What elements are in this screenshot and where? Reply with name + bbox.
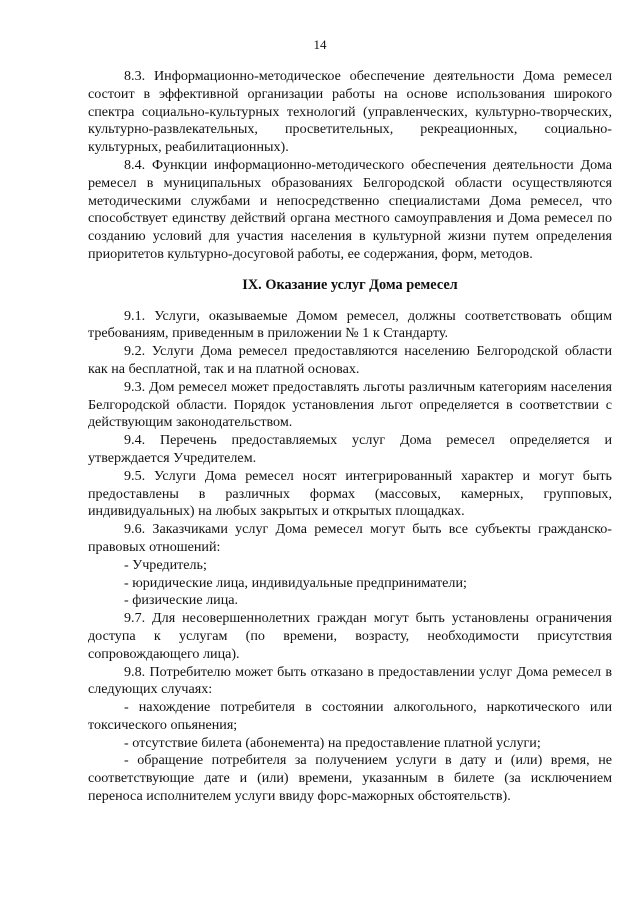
document-body	[88, 68, 612, 806]
section-heading-ix: IX. Оказание услуг Дома ремесел	[242, 276, 458, 293]
refusal-list-item: - обращение потребителя за получением услуги в дату и (или) время, не соответствующие дате и (или) времени, указанным в билете (за исключением переноса исполнителем услуги ввиду форс-мажорных обстоятельств).	[88, 752, 612, 805]
paragraph-9-7: 9.7. Для несовершеннолетних граждан могут быть установлены ограничения доступа к услугам (по времени, возрасту, необходимости присутствия сопровождающего лица).	[88, 610, 612, 662]
customer-list-item: - юридические лица, индивидуальные предприниматели;	[124, 574, 467, 591]
refusal-list-item: - нахождение потребителя в состоянии алкогольного, наркотического или токсического опьянения;	[88, 699, 612, 733]
paragraph-8-4: 8.4. Функции информационно-методического обеспечения деятельности Дома ремесел в муниципальных образованиях Белгородской области осуществляются методическими службами и непосредственно специалистами Дома ремесел, что способствует единству действий органа местного самоуправления и Дома ремесел по созданию условий для участия населения в культурной жизни путем определения приоритетов культурно-досуговой работы, ее содержания, форм, методов.	[88, 156, 612, 262]
paragraph-9-2: 9.2. Услуги Дома ремесел предоставляются населению Белгородской области как на бесплатной, так и на платной основах.	[88, 343, 612, 377]
paragraph-9-1: 9.1. Услуги, оказываемые Домом ремесел, должны соответствовать общим требованиям, приведенным в приложении № 1 к Стандарту.	[88, 307, 612, 342]
paragraph-9-5: 9.5. Услуги Дома ремесел носят интегрированный характер и могут быть предоставлены в различных формах (массовых, камерных, групповых, индивидуальных) на любых закрытых и открытых площадках.	[88, 467, 612, 520]
paragraph-9-4: 9.4. Перечень предоставляемых услуг Дома ремесел определяется и утверждается Учредителем.	[88, 432, 612, 466]
paragraph-9-6: 9.6. Заказчиками услуг Дома ремесел могут быть все субъекты гражданско-правовых отношений:	[88, 521, 612, 555]
page-number: 14	[313, 37, 327, 52]
paragraph-9-8: 9.8. Потребителю может быть отказано в предоставлении услуг Дома ремесел в следующих случаях:	[88, 663, 612, 698]
paragraph-9-3: 9.3. Дом ремесел может предоставлять льготы различным категориям населения Белгородской области. Порядок установления льгот определяется в соответствии с действующим законодательством.	[88, 378, 612, 431]
paragraph-8-3: 8.3. Информационно-методическое обеспечение деятельности Дома ремесел состоит в эффективной организации работы на основе использования широкого спектра социально-культурных технологий (управленческих, культурно-творческих, культурно-развлекательных, просветительных, рекреационных, социально-культурных, реабилитационных).	[88, 68, 612, 156]
refusal-list-item: - отсутствие билета (абонемента) на предоставление платной услуги;	[124, 734, 541, 751]
customer-list-item: - физические лица.	[124, 592, 239, 609]
customer-list-item: - Учредитель;	[124, 556, 207, 573]
